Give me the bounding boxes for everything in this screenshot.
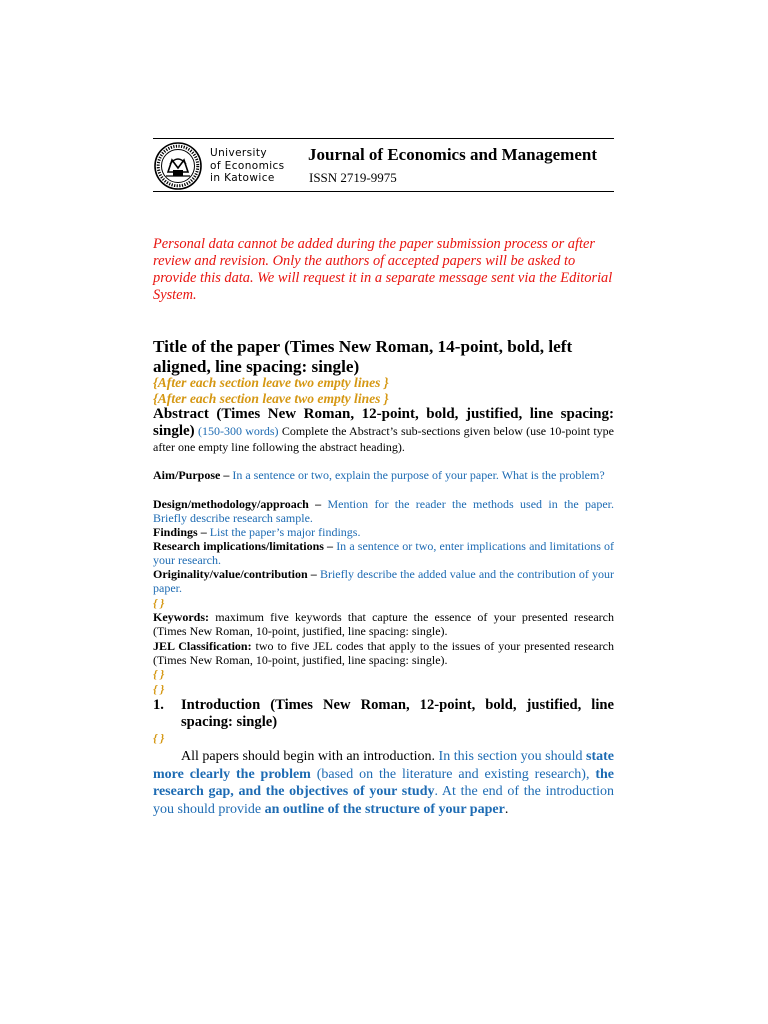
journal-title: Journal of Economics and Management <box>308 145 597 164</box>
abstract-section-originality <box>153 567 614 595</box>
empty-line-braces: { } <box>153 731 165 745</box>
section-text: Mention for the reader the methods used in the paper. Briefly describe research sample. <box>153 497 614 526</box>
abstract-section-implications <box>153 539 614 567</box>
paper-title: Title of the paper (Times New Roman, 14-point, bold, left aligned, line spacing: single) <box>153 337 573 376</box>
abstract-section-design <box>153 497 614 525</box>
section-label: Findings – <box>153 525 207 539</box>
university-seal-logo <box>154 142 202 190</box>
intro-text: (based on the literature and existing research), <box>316 766 590 782</box>
section-label: Originality/value/contribution – <box>153 567 317 581</box>
empty-line-braces: { } <box>153 667 165 681</box>
section-text: In a sentence or two, explain the purpose of your paper. What is the problem? <box>232 468 605 482</box>
university-name-line: in Katowice <box>210 172 275 184</box>
empty-lines-note: {After each section leave two empty lines } <box>153 391 389 406</box>
university-name <box>210 147 285 185</box>
personal-data-notice: Personal data cannot be added during the paper submission process or after review and revision. Only the authors of accepted papers will be asked to provide this data. We will request it in a separate message sent via the Editorial System. <box>153 236 613 303</box>
empty-line-braces: { } <box>153 596 165 610</box>
issn: ISSN 2719-9975 <box>309 170 397 185</box>
jel-block <box>153 639 614 667</box>
section-label: Design/methodology/approach – <box>153 497 322 511</box>
abstract-section-findings <box>153 525 614 539</box>
introduction-heading <box>153 697 614 731</box>
university-name-line: University <box>210 147 267 159</box>
intro-emphasis: the research gap, and the objectives of your study <box>153 766 614 800</box>
intro-text: All papers should begin with an introduction. <box>181 749 436 764</box>
section-number: 1. <box>153 697 164 713</box>
journal-header <box>153 138 614 192</box>
intro-text: In this section you should <box>438 749 583 764</box>
section-label: Research implications/limitations – <box>153 539 334 553</box>
section-text: Briefly describe the added value and the contribution of your paper. <box>153 567 615 596</box>
empty-line-braces: { } <box>153 682 165 696</box>
empty-lines-note: {After each section leave two empty lines } <box>153 375 389 390</box>
abstract-instruction: Complete the Abstract’s sub-sections given below (use 10-point type after one empty line following the abstract heading). <box>153 424 615 454</box>
section-text: List the paper’s major findings. <box>209 525 361 539</box>
section-text: In a sentence or two, enter implications and limitations of your research. <box>153 539 614 568</box>
introduction-heading-text: Introduction (Times New Roman, 12-point, bold, justified, line spacing: single) <box>181 697 614 730</box>
introduction-paragraph <box>153 748 614 818</box>
university-name-line: of Economics <box>210 159 285 172</box>
section-label: Aim/Purpose – <box>153 468 230 482</box>
abstract-block <box>153 406 614 455</box>
intro-text: . <box>504 801 509 817</box>
keywords-label: Keywords: <box>153 610 209 624</box>
abstract-section-aim <box>153 468 614 482</box>
abstract-heading-end: single) <box>153 423 195 439</box>
intro-emphasis: an outline of the structure of your paper <box>264 801 505 817</box>
intro-text: . At the end of the introduction you should provide <box>153 784 614 817</box>
intro-emphasis: state more clearly the problem <box>153 749 614 782</box>
abstract-heading: Abstract (Times New Roman, 12-point, bold, justified, line spacing: <box>153 406 614 422</box>
keywords-block <box>153 610 614 638</box>
keywords-text: maximum five keywords that capture the essence of your presented research (Times New Roman, 10-point, justified, line spacing: single). <box>153 610 615 639</box>
jel-text: two to five JEL codes that apply to the issues of your presented research (Times New Roman, 10-point, justified, line spacing: single). <box>153 639 615 668</box>
jel-label: JEL Classification: <box>153 639 252 653</box>
abstract-word-count: (150-300 words) <box>197 424 279 438</box>
